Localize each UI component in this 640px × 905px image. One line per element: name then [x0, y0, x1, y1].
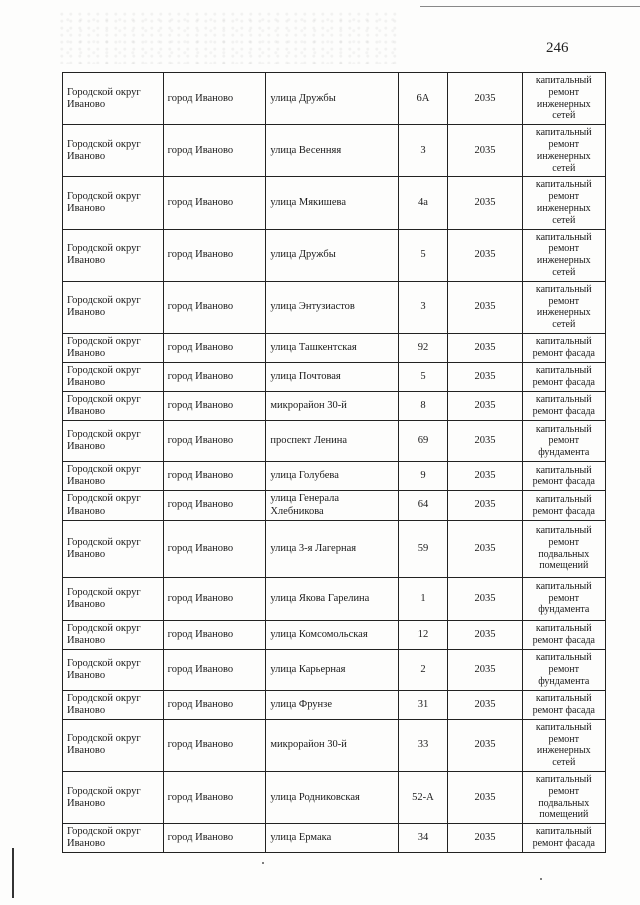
scan-dot — [262, 862, 264, 864]
city-cell: город Иваново — [163, 392, 266, 421]
street-cell: улица Почтовая — [266, 363, 398, 392]
table-row — [63, 772, 606, 824]
street-cell: улица Дружбы — [266, 73, 398, 125]
street-cell: улица Дружбы — [266, 229, 398, 281]
street-cell: улица Карьерная — [266, 649, 398, 690]
year-cell: 2035 — [448, 392, 522, 421]
municipality-cell: Городской округ Иваново — [63, 392, 164, 421]
house-number-cell: 1 — [398, 577, 448, 620]
municipality-cell: Городской округ Иваново — [63, 229, 164, 281]
street-cell: улица Весенняя — [266, 125, 398, 177]
city-cell: город Иваново — [163, 690, 266, 719]
house-number-cell: 8 — [398, 392, 448, 421]
table-row — [63, 462, 606, 491]
city-cell: город Иваново — [163, 229, 266, 281]
municipality-cell: Городской округ Иваново — [63, 620, 164, 649]
table-row — [63, 824, 606, 853]
year-cell: 2035 — [448, 333, 522, 362]
table-row — [63, 491, 606, 520]
city-cell: город Иваново — [163, 824, 266, 853]
street-cell: улица 3-я Лагерная — [266, 520, 398, 577]
house-number-cell: 52-А — [398, 772, 448, 824]
year-cell: 2035 — [448, 125, 522, 177]
municipality-cell: Городской округ Иваново — [63, 281, 164, 333]
year-cell: 2035 — [448, 177, 522, 229]
year-cell: 2035 — [448, 229, 522, 281]
work-type-cell: капитальный ремонт фундамента — [522, 649, 605, 690]
house-number-cell: 69 — [398, 421, 448, 462]
work-type-cell: капитальный ремонт инженерных сетей — [522, 281, 605, 333]
municipality-cell: Городской округ Иваново — [63, 421, 164, 462]
city-cell: город Иваново — [163, 577, 266, 620]
city-cell: город Иваново — [163, 363, 266, 392]
year-cell: 2035 — [448, 281, 522, 333]
house-number-cell: 34 — [398, 824, 448, 853]
work-type-cell: капитальный ремонт инженерных сетей — [522, 719, 605, 771]
house-number-cell: 3 — [398, 125, 448, 177]
repair-schedule-table — [62, 72, 606, 853]
year-cell: 2035 — [448, 577, 522, 620]
work-type-cell: капитальный ремонт фасада — [522, 392, 605, 421]
street-cell: улица Ташкентская — [266, 333, 398, 362]
street-cell: улица Энтузиастов — [266, 281, 398, 333]
house-number-cell: 4а — [398, 177, 448, 229]
city-cell: город Иваново — [163, 620, 266, 649]
street-cell: улица Голубева — [266, 462, 398, 491]
work-type-cell: капитальный ремонт инженерных сетей — [522, 229, 605, 281]
work-type-cell: капитальный ремонт фасада — [522, 333, 605, 362]
street-cell: улица Ермака — [266, 824, 398, 853]
year-cell: 2035 — [448, 520, 522, 577]
house-number-cell: 64 — [398, 491, 448, 520]
work-type-cell: капитальный ремонт фасада — [522, 363, 605, 392]
municipality-cell: Городской округ Иваново — [63, 824, 164, 853]
year-cell: 2035 — [448, 620, 522, 649]
street-cell: улица Родниковская — [266, 772, 398, 824]
street-cell: улица Комсомольская — [266, 620, 398, 649]
city-cell: город Иваново — [163, 125, 266, 177]
municipality-cell: Городской округ Иваново — [63, 177, 164, 229]
table-row — [63, 392, 606, 421]
street-cell: проспект Ленина — [266, 421, 398, 462]
house-number-cell: 33 — [398, 719, 448, 771]
house-number-cell: 9 — [398, 462, 448, 491]
street-cell: микрорайон 30-й — [266, 719, 398, 771]
house-number-cell: 6А — [398, 73, 448, 125]
work-type-cell: капитальный ремонт фасада — [522, 620, 605, 649]
table-row — [63, 73, 606, 125]
table-row — [63, 690, 606, 719]
city-cell: город Иваново — [163, 520, 266, 577]
municipality-cell: Городской округ Иваново — [63, 363, 164, 392]
work-type-cell: капитальный ремонт инженерных сетей — [522, 125, 605, 177]
street-cell: улица Фрунзе — [266, 690, 398, 719]
table-row — [63, 333, 606, 362]
municipality-cell: Городской округ Иваново — [63, 73, 164, 125]
work-type-cell: капитальный ремонт фасада — [522, 824, 605, 853]
municipality-cell: Городской округ Иваново — [63, 772, 164, 824]
year-cell: 2035 — [448, 421, 522, 462]
margin-mark — [12, 848, 14, 898]
table-row — [63, 577, 606, 620]
street-cell: улица Генерала Хлебникова — [266, 491, 398, 520]
house-number-cell: 3 — [398, 281, 448, 333]
work-type-cell: капитальный ремонт фасада — [522, 690, 605, 719]
house-number-cell: 31 — [398, 690, 448, 719]
city-cell: город Иваново — [163, 421, 266, 462]
house-number-cell: 12 — [398, 620, 448, 649]
municipality-cell: Городской округ Иваново — [63, 491, 164, 520]
top-rule — [420, 6, 640, 7]
city-cell: город Иваново — [163, 333, 266, 362]
city-cell: город Иваново — [163, 772, 266, 824]
municipality-cell: Городской округ Иваново — [63, 719, 164, 771]
table-row — [63, 620, 606, 649]
page-number: 246 — [546, 40, 569, 56]
scan-artifact — [60, 12, 400, 64]
city-cell: город Иваново — [163, 177, 266, 229]
municipality-cell: Городской округ Иваново — [63, 577, 164, 620]
house-number-cell: 5 — [398, 229, 448, 281]
municipality-cell: Городской округ Иваново — [63, 520, 164, 577]
house-number-cell: 2 — [398, 649, 448, 690]
municipality-cell: Городской округ Иваново — [63, 649, 164, 690]
work-type-cell: капитальный ремонт подвальных помещений — [522, 772, 605, 824]
table-row — [63, 281, 606, 333]
table-row — [63, 125, 606, 177]
work-type-cell: капитальный ремонт инженерных сетей — [522, 177, 605, 229]
street-cell: улица Якова Гарелина — [266, 577, 398, 620]
work-type-cell: капитальный ремонт подвальных помещений — [522, 520, 605, 577]
municipality-cell: Городской округ Иваново — [63, 462, 164, 491]
year-cell: 2035 — [448, 491, 522, 520]
year-cell: 2035 — [448, 772, 522, 824]
house-number-cell: 59 — [398, 520, 448, 577]
city-cell: город Иваново — [163, 462, 266, 491]
city-cell: город Иваново — [163, 719, 266, 771]
work-type-cell: капитальный ремонт инженерных сетей — [522, 73, 605, 125]
table-row — [63, 421, 606, 462]
year-cell: 2035 — [448, 824, 522, 853]
city-cell: город Иваново — [163, 649, 266, 690]
year-cell: 2035 — [448, 73, 522, 125]
table-row — [63, 719, 606, 771]
municipality-cell: Городской округ Иваново — [63, 333, 164, 362]
table-row — [63, 177, 606, 229]
year-cell: 2035 — [448, 719, 522, 771]
work-type-cell: капитальный ремонт фасада — [522, 491, 605, 520]
table-row — [63, 649, 606, 690]
city-cell: город Иваново — [163, 491, 266, 520]
street-cell: улица Мякишева — [266, 177, 398, 229]
scan-dot — [540, 878, 542, 880]
work-type-cell: капитальный ремонт фундамента — [522, 577, 605, 620]
year-cell: 2035 — [448, 462, 522, 491]
work-type-cell: капитальный ремонт фундамента — [522, 421, 605, 462]
table-row — [63, 229, 606, 281]
table-row — [63, 363, 606, 392]
house-number-cell: 92 — [398, 333, 448, 362]
house-number-cell: 5 — [398, 363, 448, 392]
street-cell: микрорайон 30-й — [266, 392, 398, 421]
work-type-cell: капитальный ремонт фасада — [522, 462, 605, 491]
year-cell: 2035 — [448, 363, 522, 392]
year-cell: 2035 — [448, 649, 522, 690]
table-row — [63, 520, 606, 577]
municipality-cell: Городской округ Иваново — [63, 690, 164, 719]
city-cell: город Иваново — [163, 73, 266, 125]
municipality-cell: Городской округ Иваново — [63, 125, 164, 177]
city-cell: город Иваново — [163, 281, 266, 333]
year-cell: 2035 — [448, 690, 522, 719]
